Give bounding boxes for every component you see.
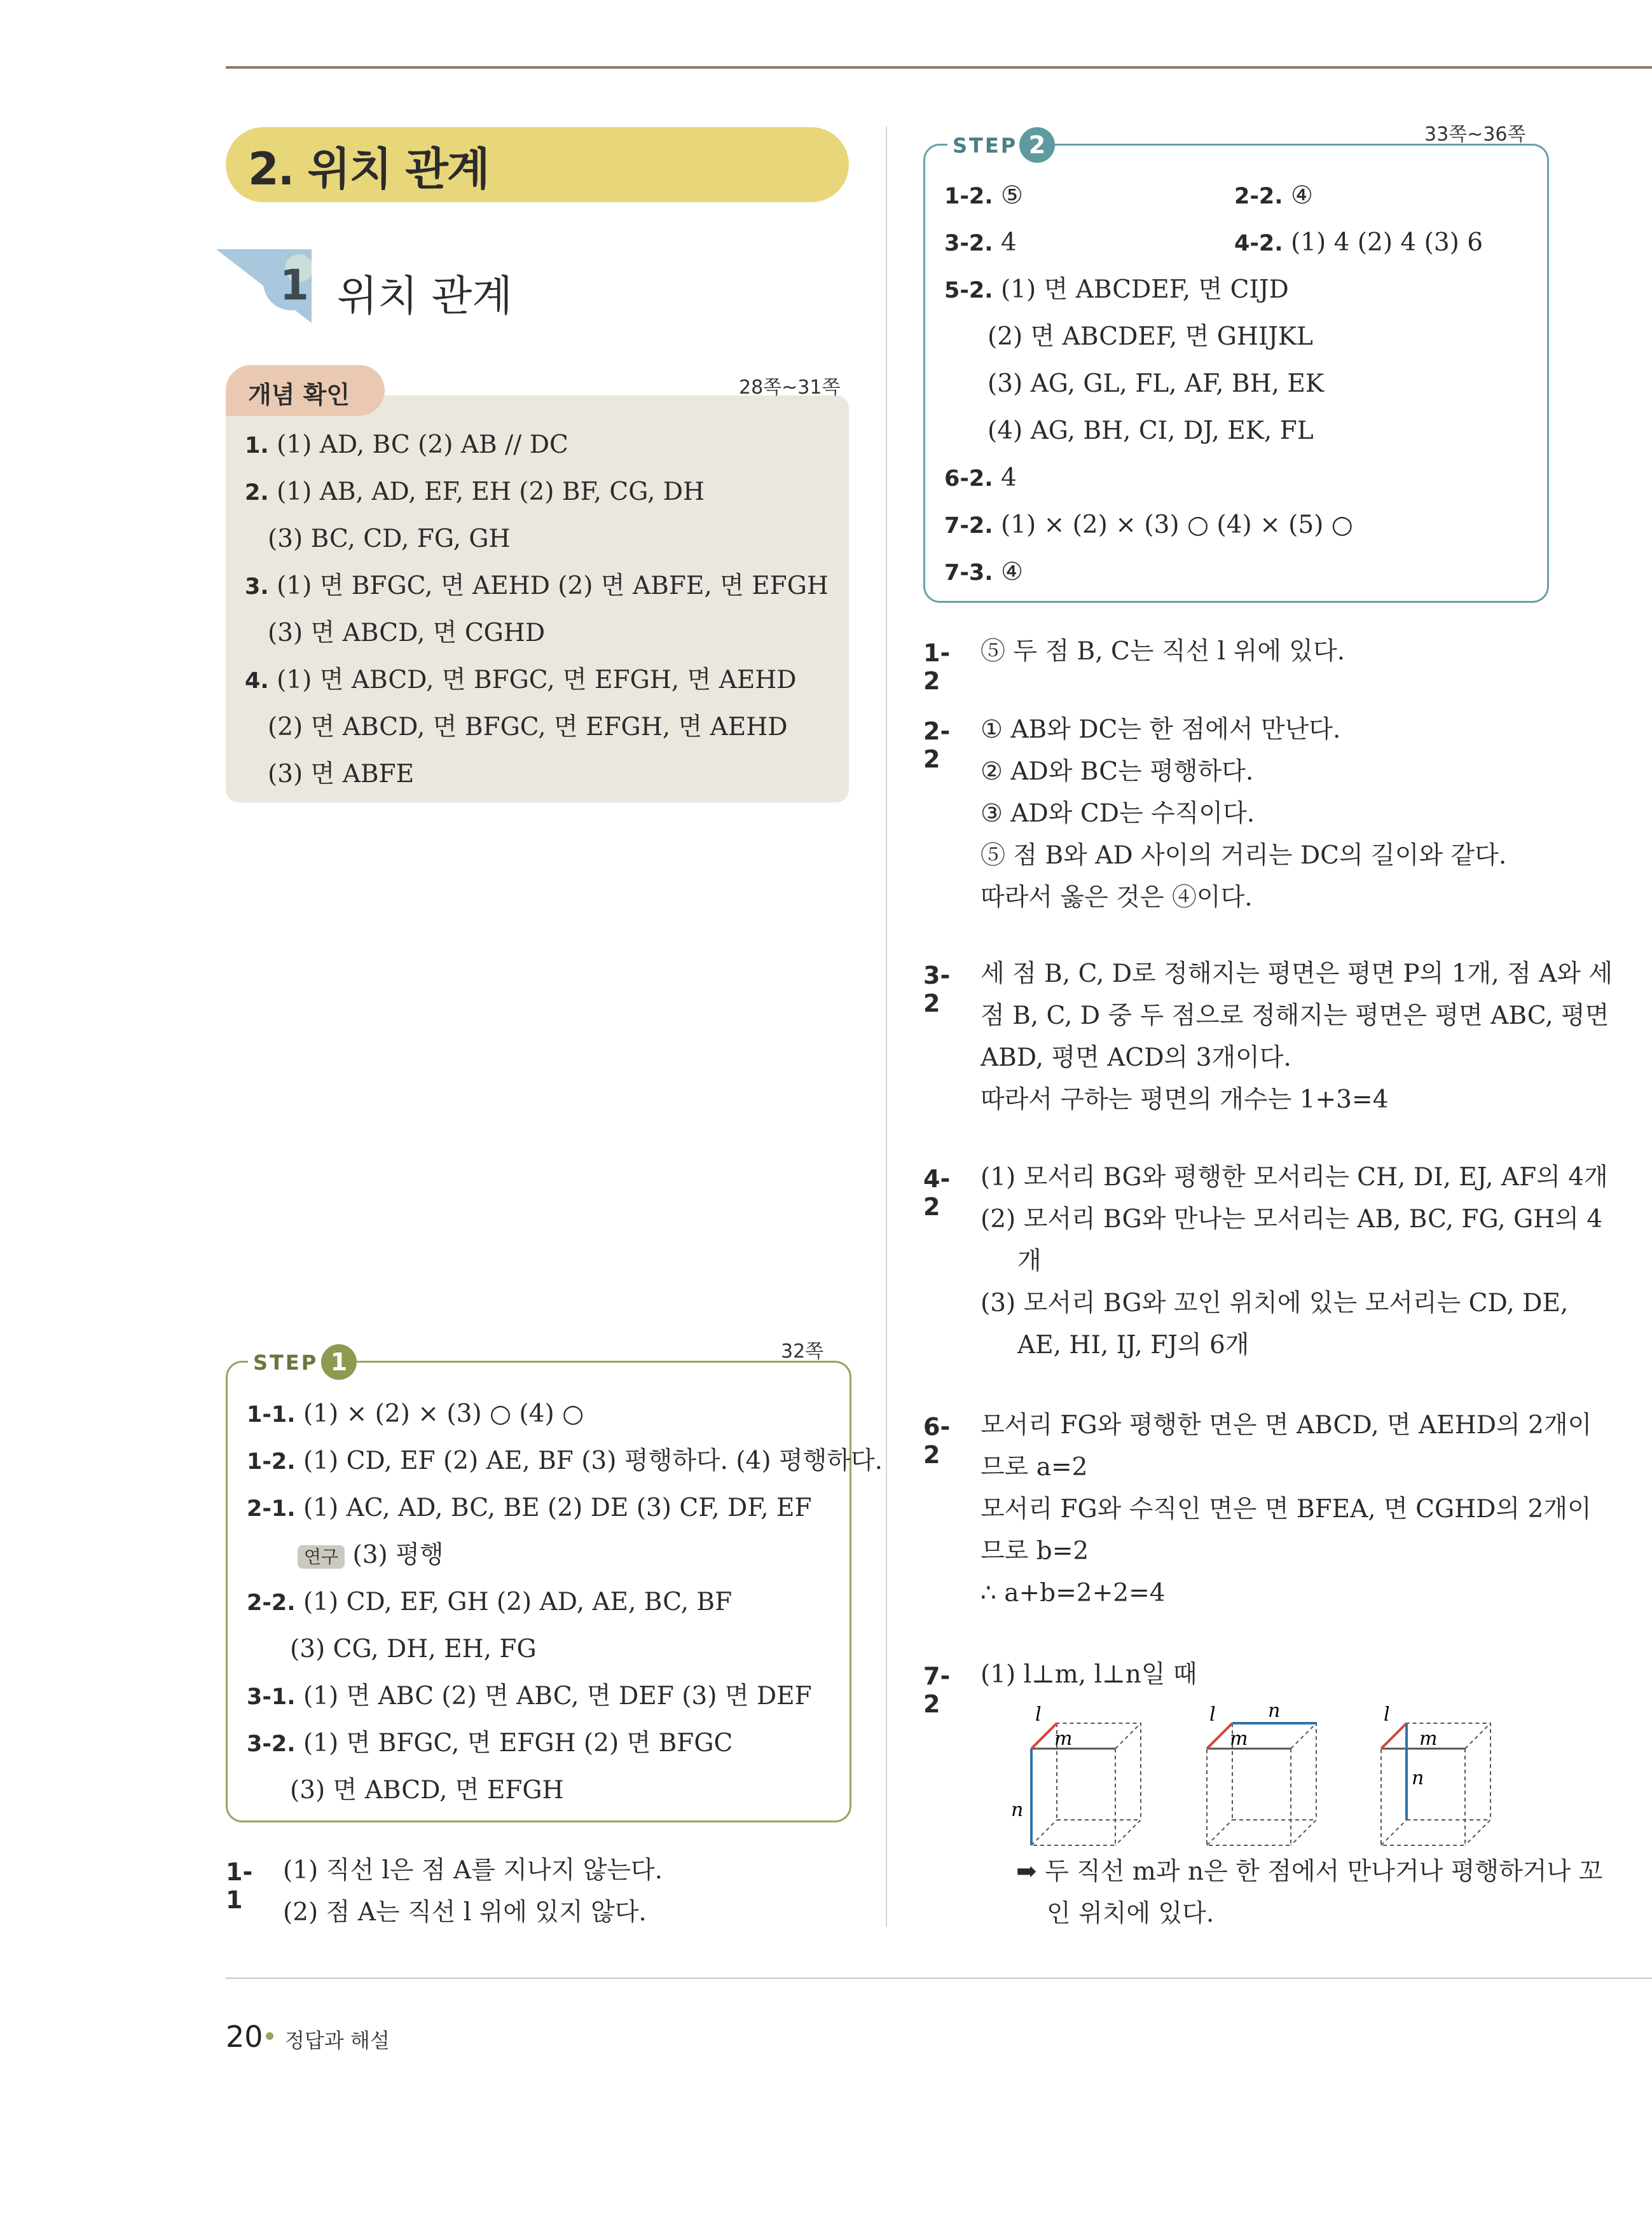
bottom-rule (226, 1978, 1652, 1979)
chapter-title: 2. 위치 관계 (248, 143, 489, 195)
answer-line: 3-2. 4 4-2. (1) 4 (2) 4 (3) 6 (944, 228, 1483, 257)
answer-line: 3-2. (1) 면 BFGC, 면 EFGH (2) 면 BFGC (247, 1729, 733, 1758)
answer-line: 7-3. ④ (944, 558, 1023, 586)
svg-text:m: m (1230, 1728, 1248, 1750)
footer-dot-icon (266, 2032, 273, 2040)
answer-line: (4) AG, BH, CI, DJ, EK, FL (988, 416, 1314, 445)
svg-text:l: l (1035, 1703, 1042, 1726)
column-divider (886, 126, 887, 1927)
answer-line: 6-2. 4 (944, 464, 1017, 492)
answer-line: (3) CG, DH, EH, FG (290, 1635, 537, 1663)
answer-line: 1-2. ⑤ 2-2. ④ (944, 181, 1313, 210)
answer-line: 2-2. (1) CD, EF, GH (2) AD, AE, BC, BF (247, 1588, 733, 1616)
svg-text:m: m (1054, 1728, 1073, 1750)
concept-page-range: 28쪽~31쪽 (739, 376, 841, 399)
section-number: 1 (280, 261, 309, 310)
step2-number: 2 (1019, 127, 1055, 163)
answer-line: 1. (1) AD, BC (2) AB // DC (245, 430, 568, 459)
section-title: 위치 관계 (337, 272, 513, 320)
answer-line: (3) 면 ABCD, 면 EFGH (290, 1776, 564, 1805)
answer-line: 7-2. (1) × (2) × (3) ○ (4) × (5) ○ (944, 511, 1353, 539)
answer-line: 3. (1) 면 BFGC, 면 AEHD (2) 면 ABFE, 면 EFGH (245, 572, 829, 600)
answer-line: (3) AG, GL, FL, AF, BH, EK (988, 369, 1324, 398)
svg-text:l: l (1209, 1703, 1216, 1726)
cube-diagram-3 (1381, 1703, 1490, 1845)
cube-diagram-2 (1207, 1700, 1316, 1845)
answer-line: (3) BC, CD, FG, GH (268, 525, 511, 553)
step1-answers (247, 1401, 883, 1825)
top-rule (226, 66, 1652, 69)
answer-line: 2-1. (1) AC, AD, BC, BE (2) DE (3) CF, DF, EF (247, 1494, 812, 1522)
research-tag: 연구 (298, 1545, 345, 1569)
answer-line: 연구 (3) 평행 (247, 1543, 883, 1590)
concept-answers (245, 432, 829, 809)
answer-line: 5-2. (1) 면 ABCDEF, 면 CIJD (944, 275, 1289, 304)
svg-text:m: m (1419, 1728, 1438, 1750)
answer-line: (3) 면 ABFE (268, 760, 415, 788)
answer-line: (2) 면 ABCDEF, 면 GHIJKL (988, 322, 1313, 351)
answer-line: 3-1. (1) 면 ABC (2) 면 ABC, 면 DEF (3) 면 DEF (247, 1682, 812, 1710)
concept-check-label: 개념 확인 (248, 381, 350, 409)
answer-line: (3) 면 ABCD, 면 CGHD (268, 619, 546, 647)
page-number: 20 (226, 2020, 263, 2054)
answer-line: (2) 면 ABCD, 면 BFGC, 면 EFGH, 면 AEHD (268, 713, 788, 741)
svg-text:l: l (1384, 1703, 1390, 1726)
step1-number: 1 (321, 1344, 357, 1380)
answer-line: 1-1. (1) × (2) × (3) ○ (4) ○ (247, 1400, 584, 1428)
footer-text: 정답과 해설 (285, 2028, 390, 2053)
answer-line: 4. (1) 면 ABCD, 면 BFGC, 면 EFGH, 면 AEHD (245, 666, 797, 694)
answer-line: 1-2. (1) CD, EF (2) AE, BF (3) 평행하다. (4) 평행하다. (247, 1447, 883, 1475)
svg-text:n: n (1412, 1767, 1424, 1789)
step1-page-range: 32쪽 (781, 1340, 824, 1363)
step2-label: STEP (947, 134, 1022, 158)
svg-text:n: n (1011, 1799, 1024, 1821)
step2-page-range: 33쪽~36쪽 (1424, 123, 1526, 146)
cube-diagram-1 (1011, 1703, 1141, 1845)
step1-label: STEP (248, 1351, 323, 1375)
step2-answers (944, 183, 1517, 607)
answer-line: 2. (1) AB, AD, EF, EH (2) BF, CG, DH (245, 478, 705, 506)
cube-diagrams (1011, 1698, 1545, 1857)
svg-text:n: n (1268, 1700, 1281, 1722)
